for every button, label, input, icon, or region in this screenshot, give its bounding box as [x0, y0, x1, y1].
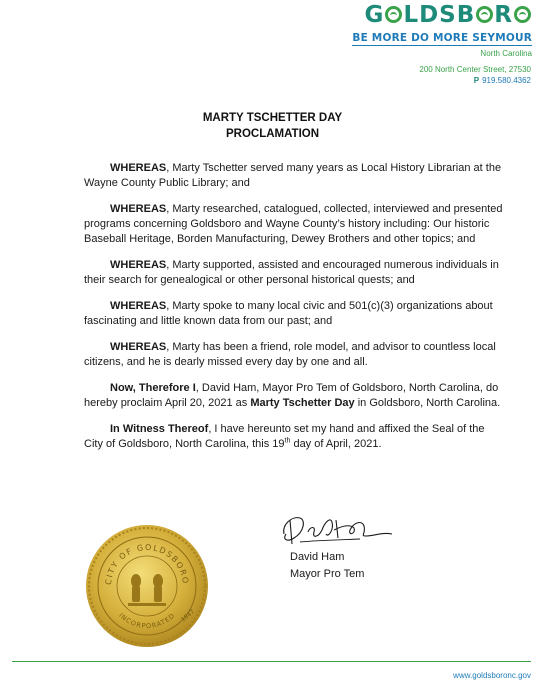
- baseball-icon: [514, 6, 531, 23]
- phone-label: P: [473, 76, 480, 85]
- paragraph-lead: WHEREAS: [110, 162, 167, 174]
- proclamation-body: [84, 161, 504, 463]
- logo-letter-g: G: [364, 2, 385, 28]
- paragraph-text-end: day of April, 2021.: [290, 438, 382, 450]
- footer-website-link[interactable]: www.goldsboronc.gov: [453, 671, 531, 680]
- paragraph-lead: WHEREAS: [110, 341, 167, 353]
- footer-divider: [12, 661, 531, 662]
- paragraph-text: , Marty spoke to many local civic and 501(c)(3) organizations about fascinating and little known data from our past; and: [84, 300, 493, 327]
- whereas-paragraph-4: [84, 299, 504, 329]
- city-seal: [84, 523, 210, 649]
- paragraph-lead: WHEREAS: [110, 300, 167, 312]
- letterhead-address: [419, 64, 531, 86]
- whereas-paragraph-3: [84, 258, 504, 288]
- paragraph-lead: In Witness Thereof: [110, 423, 209, 435]
- whereas-paragraph-5: [84, 340, 504, 370]
- proclamation-paragraph: [84, 381, 504, 411]
- seal-bottom-text: INCORPORATED: [117, 611, 177, 631]
- seal-year: 1847: [179, 608, 196, 624]
- phone-line: [419, 75, 531, 86]
- seal-top-text: CITY OF GOLDSBORO: [103, 542, 191, 586]
- signer-title: Mayor Pro Tem: [290, 568, 365, 580]
- ordinal-suffix: th: [284, 437, 291, 445]
- logo-wordmark: [332, 2, 532, 28]
- paragraph-text: , Marty supported, assisted and encouraged numerous individuals in their search for genealogical or other personal historical quests; and: [84, 259, 499, 286]
- logo-letters: LDSB: [403, 2, 476, 28]
- paragraph-text: , Marty researched, catalogued, collected, interviewed and presented programs concerning Goldsboro and Wayne County’s history including: Our historic Baseball Heritage, Borden Manufacturing, Dewey Brothers and other topics; and: [84, 203, 503, 245]
- paragraph-lead: WHEREAS: [110, 259, 167, 271]
- document-title: [0, 110, 545, 142]
- logo-tagline: BE MORE DO MORE SEYMOUR: [352, 32, 532, 44]
- paragraph-text: , Marty has been a friend, role model, and advisor to countless local citizens, and he is dearly missed every day by one and all.: [84, 341, 496, 368]
- logo-state: North Carolina: [480, 49, 532, 58]
- baseball-icon: [385, 6, 402, 23]
- witness-paragraph: [84, 422, 504, 452]
- whereas-paragraph-1: [84, 161, 504, 191]
- title-line-1: MARTY TSCHETTER DAY: [202, 112, 343, 124]
- paragraph-text: , David Ham, Mayor Pro Tem of Goldsboro, North Carolina, do hereby proclaim April 20, 2021 as: [84, 382, 499, 409]
- goldsboro-logo[interactable]: [332, 2, 532, 60]
- paragraph-text-end: in Goldsboro, North Carolina.: [354, 397, 501, 409]
- phone-number[interactable]: 919.580.4362: [482, 76, 531, 85]
- street-address: 200 North Center Street, 27530: [419, 65, 531, 74]
- paragraph-lead: Now, Therefore I: [110, 382, 196, 394]
- paragraph-text: , I have hereunto set my hand and affixed the Seal of the City of Goldsboro, North Carolina, this 19: [84, 423, 485, 450]
- title-line-2: PROCLAMATION: [225, 128, 320, 140]
- paragraph-lead: WHEREAS: [110, 203, 167, 215]
- logo-letter-r: R: [494, 2, 513, 28]
- baseball-icon: [476, 6, 493, 23]
- proclaimed-day: Marty Tschetter Day: [250, 397, 355, 409]
- handwritten-signature: [270, 510, 400, 552]
- signer-block: [290, 549, 364, 583]
- paragraph-text: , Marty Tschetter served many years as Local History Librarian at the Wayne County Public Library; and: [84, 162, 502, 189]
- whereas-paragraph-2: [84, 202, 504, 247]
- signer-name: David Ham: [290, 551, 345, 563]
